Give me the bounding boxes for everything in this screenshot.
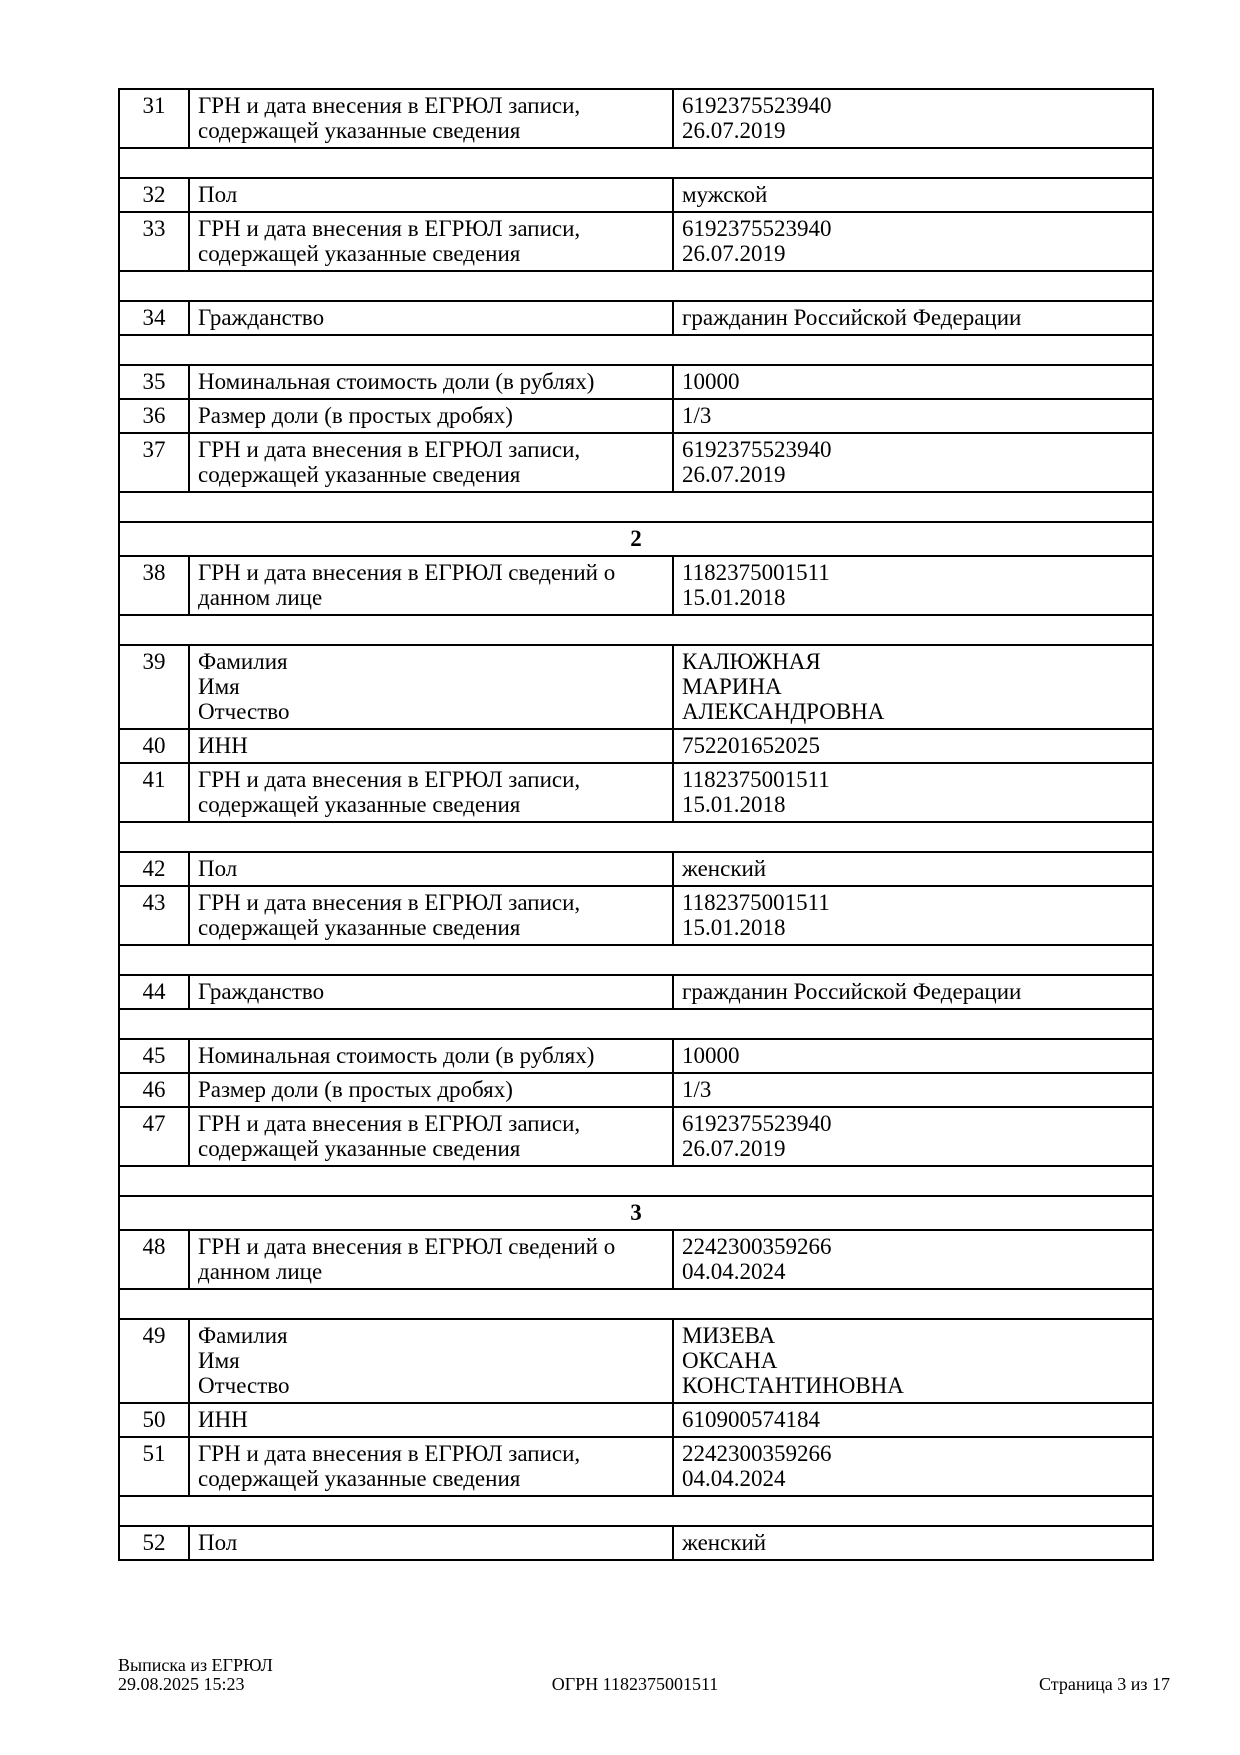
row-label	[189, 1073, 673, 1107]
value-line: женский	[682, 1530, 767, 1555]
label-line: Пол	[198, 856, 238, 881]
spacer-cell	[119, 822, 1153, 852]
egrul-table	[118, 88, 1154, 1561]
table-row	[119, 1107, 1153, 1166]
value-line: 1182375001511	[682, 890, 830, 915]
table-row	[119, 886, 1153, 945]
spacer-row	[119, 822, 1153, 852]
table-row	[119, 1073, 1153, 1107]
row-label	[189, 729, 673, 763]
value-line: 1182375001511	[682, 560, 830, 585]
label-line: ГРН и дата внесения в ЕГРЮЛ записи,	[198, 767, 581, 792]
row-number: 31	[119, 89, 189, 148]
table-row	[119, 212, 1153, 271]
label-line: ГРН и дата внесения в ЕГРЮЛ записи,	[198, 437, 581, 462]
row-value	[673, 556, 1153, 615]
row-label	[189, 433, 673, 492]
row-number: 47	[119, 1107, 189, 1166]
table-row	[119, 365, 1153, 399]
row-number: 32	[119, 178, 189, 212]
spacer-row	[119, 1496, 1153, 1526]
label-line: содержащей указанные сведения	[198, 1136, 521, 1161]
value-line: 752201652025	[682, 733, 820, 758]
table-row	[119, 1039, 1153, 1073]
label-line: содержащей указанные сведения	[198, 1466, 521, 1491]
value-line: 26.07.2019	[682, 241, 786, 266]
row-value	[673, 645, 1153, 729]
value-line: 26.07.2019	[682, 118, 786, 143]
row-number: 52	[119, 1526, 189, 1560]
row-number: 50	[119, 1403, 189, 1437]
row-number: 51	[119, 1437, 189, 1496]
label-line: ГРН и дата внесения в ЕГРЮЛ сведений о	[198, 560, 616, 585]
label-line: Имя	[198, 674, 240, 699]
row-value	[673, 975, 1153, 1009]
row-number: 39	[119, 645, 189, 729]
row-value	[673, 1403, 1153, 1437]
label-line: Номинальная стоимость доли (в рублях)	[198, 1043, 595, 1068]
label-line: Пол	[198, 182, 238, 207]
row-label	[189, 645, 673, 729]
row-label	[189, 1403, 673, 1437]
label-line: ИНН	[198, 733, 248, 758]
label-line: ГРН и дата внесения в ЕГРЮЛ записи,	[198, 1111, 581, 1136]
table-row	[119, 1319, 1153, 1403]
spacer-cell	[119, 945, 1153, 975]
table-row	[119, 763, 1153, 822]
value-line: КОНСТАНТИНОВНА	[682, 1373, 904, 1398]
label-line: ГРН и дата внесения в ЕГРЮЛ записи,	[198, 1441, 581, 1466]
value-line: МИЗЕВА	[682, 1323, 776, 1348]
row-label	[189, 852, 673, 886]
value-line: 6192375523940	[682, 93, 832, 118]
label-line: Отчество	[198, 1373, 290, 1398]
label-line: содержащей указанные сведения	[198, 792, 521, 817]
row-label	[189, 1039, 673, 1073]
spacer-cell	[119, 335, 1153, 365]
row-value	[673, 729, 1153, 763]
table-row	[119, 433, 1153, 492]
spacer-row	[119, 271, 1153, 301]
row-value	[673, 1107, 1153, 1166]
spacer-row	[119, 1166, 1153, 1196]
table-row	[119, 399, 1153, 433]
label-line: Номинальная стоимость доли (в рублях)	[198, 369, 595, 394]
label-line: Размер доли (в простых дробях)	[198, 1077, 513, 1102]
row-number: 33	[119, 212, 189, 271]
row-number: 43	[119, 886, 189, 945]
row-value	[673, 1073, 1153, 1107]
row-label	[189, 89, 673, 148]
label-line: Фамилия	[198, 649, 288, 674]
value-line: 26.07.2019	[682, 1136, 786, 1161]
row-value	[673, 1230, 1153, 1289]
footer-doc-title: Выписка из ЕГРЮЛ	[118, 1655, 273, 1675]
row-label	[189, 178, 673, 212]
row-number: 46	[119, 1073, 189, 1107]
value-line: 6192375523940	[682, 1111, 832, 1136]
row-label	[189, 886, 673, 945]
value-line: КАЛЮЖНАЯ	[682, 649, 821, 674]
value-line: 15.01.2018	[682, 585, 786, 610]
table-row	[119, 852, 1153, 886]
row-label	[189, 1107, 673, 1166]
table-row	[119, 1437, 1153, 1496]
row-label	[189, 975, 673, 1009]
spacer-cell	[119, 1289, 1153, 1319]
value-line: женский	[682, 856, 767, 881]
spacer-row	[119, 945, 1153, 975]
label-line: Гражданство	[198, 305, 325, 330]
label-line: ГРН и дата внесения в ЕГРЮЛ сведений о	[198, 1234, 616, 1259]
value-line: 04.04.2024	[682, 1259, 786, 1284]
table-row	[119, 1230, 1153, 1289]
row-label	[189, 1526, 673, 1560]
value-line: 1/3	[682, 403, 712, 428]
row-value	[673, 1437, 1153, 1496]
spacer-cell	[119, 492, 1153, 522]
value-line: 10000	[682, 369, 740, 394]
table-row	[119, 89, 1153, 148]
label-line: ГРН и дата внесения в ЕГРЮЛ записи,	[198, 216, 581, 241]
value-line: 6192375523940	[682, 437, 832, 462]
row-label	[189, 1319, 673, 1403]
label-line: Фамилия	[198, 1323, 288, 1348]
row-number: 37	[119, 433, 189, 492]
spacer-row	[119, 492, 1153, 522]
row-label	[189, 212, 673, 271]
label-line: ГРН и дата внесения в ЕГРЮЛ записи,	[198, 93, 581, 118]
spacer-cell	[119, 1496, 1153, 1526]
row-number: 34	[119, 301, 189, 335]
row-label	[189, 1437, 673, 1496]
value-line: МАРИНА	[682, 674, 782, 699]
row-value	[673, 433, 1153, 492]
section-header-row	[119, 522, 1153, 556]
row-label	[189, 301, 673, 335]
table-row	[119, 975, 1153, 1009]
row-value	[673, 886, 1153, 945]
value-line: 2242300359266	[682, 1441, 832, 1466]
spacer-cell	[119, 615, 1153, 645]
value-line: 6192375523940	[682, 216, 832, 241]
row-label	[189, 365, 673, 399]
value-line: 1/3	[682, 1077, 712, 1102]
row-value	[673, 399, 1153, 433]
value-line: 10000	[682, 1043, 740, 1068]
label-line: Размер доли (в простых дробях)	[198, 403, 513, 428]
row-label	[189, 399, 673, 433]
label-line: Гражданство	[198, 979, 325, 1004]
spacer-cell	[119, 271, 1153, 301]
spacer-cell	[119, 1166, 1153, 1196]
value-line: 15.01.2018	[682, 792, 786, 817]
value-line: 26.07.2019	[682, 462, 786, 487]
table-row	[119, 301, 1153, 335]
row-value	[673, 89, 1153, 148]
footer-timestamp: 29.08.2025 15:23	[118, 1674, 245, 1694]
row-number: 42	[119, 852, 189, 886]
label-line: ИНН	[198, 1407, 248, 1432]
spacer-row	[119, 615, 1153, 645]
row-label	[189, 763, 673, 822]
row-value	[673, 178, 1153, 212]
row-value	[673, 763, 1153, 822]
spacer-row	[119, 1289, 1153, 1319]
value-line: ОКСАНА	[682, 1348, 778, 1373]
row-value	[673, 365, 1153, 399]
row-number: 35	[119, 365, 189, 399]
section-header-row	[119, 1196, 1153, 1230]
row-label	[189, 556, 673, 615]
spacer-cell	[119, 1009, 1153, 1039]
section-number: 2	[119, 522, 1153, 556]
spacer-row	[119, 335, 1153, 365]
row-number: 40	[119, 729, 189, 763]
egrul-table-body	[119, 89, 1153, 1560]
row-number: 44	[119, 975, 189, 1009]
spacer-row	[119, 1009, 1153, 1039]
row-number: 38	[119, 556, 189, 615]
label-line: данном лице	[198, 1259, 323, 1284]
label-line: Пол	[198, 1530, 238, 1555]
label-line: ГРН и дата внесения в ЕГРЮЛ записи,	[198, 890, 581, 915]
table-row	[119, 178, 1153, 212]
table-row	[119, 556, 1153, 615]
value-line: мужской	[682, 182, 768, 207]
value-line: 2242300359266	[682, 1234, 832, 1259]
table-row	[119, 1526, 1153, 1560]
row-value	[673, 1319, 1153, 1403]
row-number: 49	[119, 1319, 189, 1403]
label-line: содержащей указанные сведения	[198, 118, 521, 143]
section-number: 3	[119, 1196, 1153, 1230]
label-line: Имя	[198, 1348, 240, 1373]
value-line: гражданин Российской Федерации	[682, 305, 1022, 330]
row-number: 36	[119, 399, 189, 433]
value-line: 1182375001511	[682, 767, 830, 792]
table-row	[119, 1403, 1153, 1437]
label-line: данном лице	[198, 585, 323, 610]
label-line: содержащей указанные сведения	[198, 915, 521, 940]
row-value	[673, 1039, 1153, 1073]
table-row	[119, 645, 1153, 729]
row-value	[673, 212, 1153, 271]
footer-ogrn: ОГРН 1182375001511	[551, 1674, 719, 1694]
spacer-row	[119, 148, 1153, 178]
value-line: гражданин Российской Федерации	[682, 979, 1022, 1004]
row-label	[189, 1230, 673, 1289]
row-value	[673, 852, 1153, 886]
value-line: 15.01.2018	[682, 915, 786, 940]
label-line: содержащей указанные сведения	[198, 241, 521, 266]
value-line: АЛЕКСАНДРОВНА	[682, 699, 885, 724]
row-number: 41	[119, 763, 189, 822]
value-line: 04.04.2024	[682, 1466, 786, 1491]
footer-page-number: Страница 3 из 17	[1039, 1674, 1170, 1694]
label-line: Отчество	[198, 699, 290, 724]
row-number: 48	[119, 1230, 189, 1289]
row-value	[673, 301, 1153, 335]
label-line: содержащей указанные сведения	[198, 462, 521, 487]
value-line: 610900574184	[682, 1407, 820, 1432]
row-number: 45	[119, 1039, 189, 1073]
table-row	[119, 729, 1153, 763]
row-value	[673, 1526, 1153, 1560]
spacer-cell	[119, 148, 1153, 178]
